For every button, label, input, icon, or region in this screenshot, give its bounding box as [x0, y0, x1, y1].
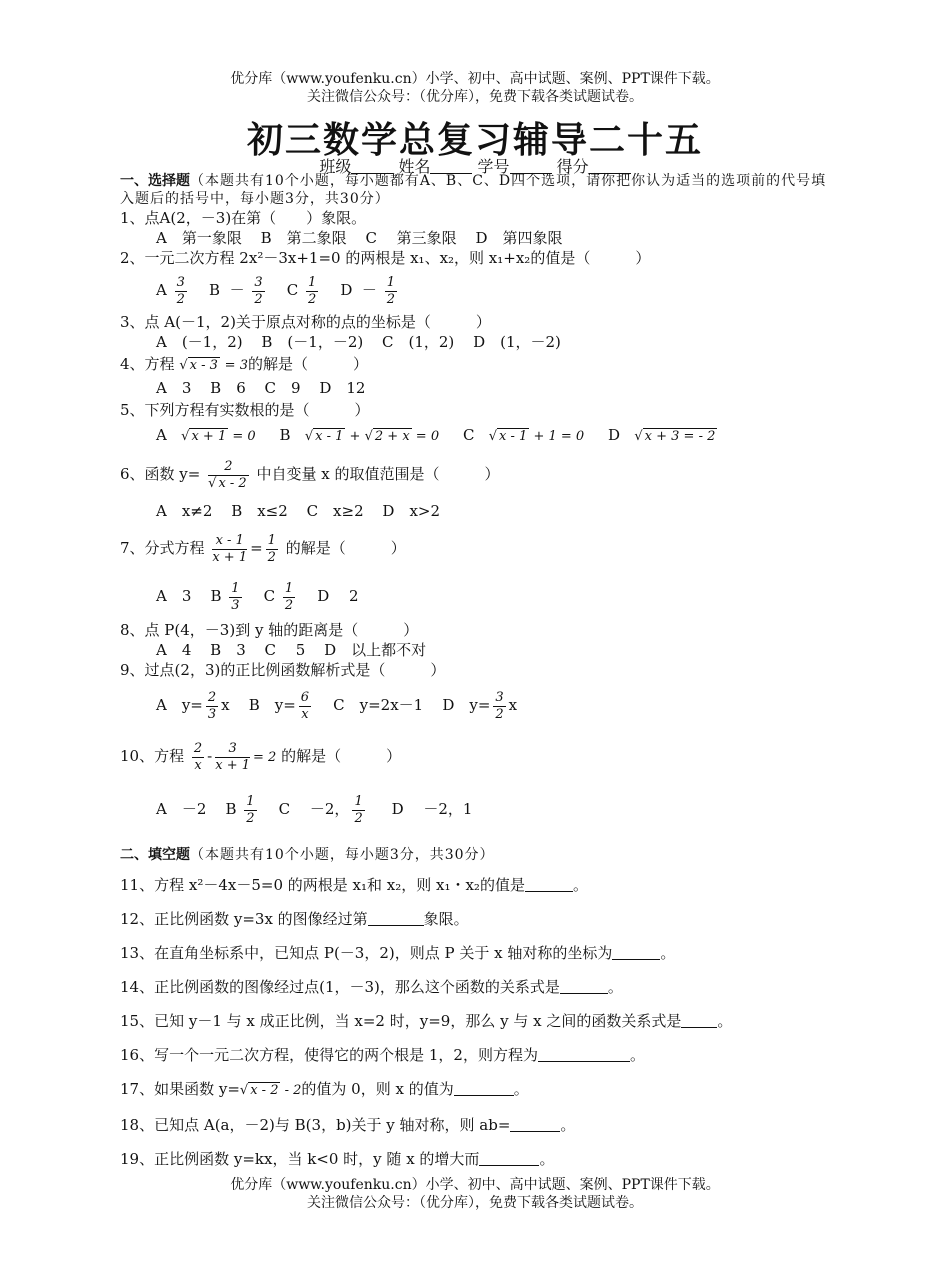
- question-4-options: A 3 B 6 C 9 D 12: [156, 379, 366, 397]
- fraction: $\frac{1}{2}$: [386, 274, 395, 307]
- fraction: $\frac{x - 1}{x + 1}$: [212, 532, 248, 565]
- answer-blank[interactable]: [454, 1080, 514, 1096]
- fraction: $\frac{3}{2}$: [254, 274, 263, 307]
- fraction: $\frac{2}{3}$: [207, 689, 217, 722]
- answer-blank[interactable]: [538, 1046, 630, 1062]
- exam-body: [120, 172, 840, 1176]
- question-1: 1、点A(2，－3)在第（ ）象限。: [120, 209, 367, 227]
- page-footer: [0, 1176, 950, 1212]
- fraction: $\frac{1}{2}$: [246, 793, 255, 826]
- question-18: 18、已知点 A(a，－2)与 B(3，b)关于 y 轴对称，则 ab= 。: [120, 1116, 576, 1134]
- fraction: $\frac{3}{2}$: [176, 274, 185, 307]
- question-10: 10、方程 $\frac{2}{x}$ - $\frac{3}{x + 1}$ = 2 的解是（ ）: [120, 740, 402, 773]
- question-10-options: A －2 B $\frac{1}{2}$ C －2， $\frac{1}{2}$ D －2，1: [156, 793, 473, 826]
- section-2-heading: 二、填空题（本题共有10个小题，每小题3分，共30分）: [120, 847, 495, 863]
- question-2-options: A $\frac{3}{2}$ B － $\frac{3}{2}$ C $\frac{1}{2}$ D － $\frac{1}{2}$: [156, 274, 395, 307]
- fraction: $\frac{1}{2}$: [267, 532, 276, 565]
- question-4: 4、方程 √ x - 3 = 3的解是（ ）: [120, 355, 368, 373]
- question-8: 8、点 P(4，－3)到 y 轴的距离是（ ）: [120, 621, 419, 639]
- question-9-options: A y= $\frac{2}{3}$ x B y= $\frac{6}{x}$ C y=2x－1 D y= $\frac{3}{2}$ x: [156, 689, 518, 722]
- question-13: 13、在直角坐标系中，已知点 P(－3，2)，则点 P 关于 x 轴对称的坐标为 。: [120, 944, 676, 962]
- option-b: B 第二象限: [260, 229, 347, 247]
- question-19: 19、正比例函数 y=kx，当 k<0 时，y 随 x 的增大而 。: [120, 1150, 555, 1168]
- option-d: D 第四象限: [475, 229, 563, 247]
- page-title: 初三数学总复习辅导二十五: [246, 120, 703, 161]
- question-8-options: A 4 B 3 C 5 D 以上都不对: [156, 641, 427, 659]
- question-3-options: A (－1，2) B (－1，－2) C (1，2) D (1，－2): [156, 333, 561, 351]
- header-line-2: 关注微信公众号：（优分库），免费下载各类试题试卷。: [307, 89, 643, 105]
- option-a: A 第一象限: [156, 229, 242, 247]
- question-6-options: A x≠2 B x≤2 C x≥2 D x>2: [156, 502, 441, 520]
- question-7: 7、分式方程 $\frac{x - 1}{x + 1}$ = $\frac{1}{2}$ 的解是（ ）: [120, 532, 406, 565]
- question-17: 17、如果函数 y=√ x - 2 - 2的值为 0，则 x 的值为 。: [120, 1080, 529, 1098]
- fraction: $\frac{1}{2}$: [354, 793, 363, 826]
- question-2: 2、一元二次方程 2x²－3x+1=0 的两根是 x₁、x₂，则 x₁+x₂的值是（ ）: [120, 249, 651, 267]
- question-9: 9、过点(2，3)的正比例函数解析式是（ ）: [120, 661, 446, 679]
- question-5-options: A √ x + 1 = 0 B √ x - 1 + √ 2 + x = 0 C √ x - 1 + 1 = 0 D √ x + 3 = - 2: [156, 426, 716, 444]
- fraction: $\frac{1}{2}$: [307, 274, 317, 307]
- fraction: $\frac{2}{x}$: [193, 740, 203, 773]
- question-14: 14、正比例函数的图像经过点(1，－3)，那么这个函数的关系式是 。: [120, 978, 623, 996]
- question-12: 12、正比例函数 y=3x 的图像经过第 象限。: [120, 910, 469, 928]
- fraction: $\frac{3}{2}$: [495, 689, 504, 722]
- section-1-heading: 一、选择题（本题共有10个小题，每小题都有A、B、C、D四个选项，请你把你认为适当的选项前的代号填入题后的括号中，每小题3分，共30分）: [120, 173, 827, 207]
- fraction: $\frac{3}{x + 1}$: [215, 740, 250, 773]
- question-1-options: [156, 228, 840, 248]
- header-line-1: 优分库（www.youfenku.cn）小学、初中、高中试题、案例、PPT课件下载。: [230, 71, 720, 87]
- question-6: 6、函数 y= $\frac{2}{√ x - 2}$ 中自变量 x 的取值范围是（ ）: [120, 458, 500, 491]
- answer-blank[interactable]: [525, 876, 573, 892]
- radical-expression: √ x - 3: [179, 358, 218, 373]
- footer-line-1: 优分库（www.youfenku.cn）小学、初中、高中试题、案例、PPT课件下载。: [230, 1177, 720, 1193]
- question-11: 11、方程 x²－4x－5=0 的两根是 x₁和 x₂，则 x₁・x₂的值是 。: [120, 876, 588, 894]
- fraction: $\frac{1}{3}$: [231, 580, 240, 613]
- class-label: 班级: [319, 157, 352, 176]
- answer-blank[interactable]: [612, 944, 660, 960]
- fraction: $\frac{1}{2}$: [284, 580, 294, 613]
- question-5: 5、下列方程有实数根的是（ ）: [120, 401, 370, 419]
- fraction: $\frac{6}{x}$: [300, 689, 310, 722]
- footer-line-2: 关注微信公众号：（优分库），免费下载各类试题试卷。: [307, 1195, 643, 1211]
- answer-blank[interactable]: [479, 1150, 539, 1166]
- name-label: 姓名: [398, 157, 431, 176]
- score-label: 得分: [556, 157, 589, 176]
- option-c: C 第三象限: [365, 229, 457, 247]
- question-7-options: A 3 B $\frac{1}{3}$ C $\frac{1}{2}$ D 2: [156, 580, 359, 613]
- question-3: 3、点 A(－1，2)关于原点对称的点的坐标是（ ）: [120, 313, 491, 331]
- radical-expression: √ x - 2 - 2: [239, 1083, 302, 1098]
- page-header: [0, 70, 950, 106]
- answer-blank[interactable]: [510, 1116, 560, 1132]
- answer-blank[interactable]: [681, 1012, 717, 1028]
- question-15: 15、已知 y－1 与 x 成正比例，当 x=2 时，y=9，那么 y 与 x 之间的函数关系式是 。: [120, 1012, 733, 1030]
- number-label: 学号: [477, 157, 510, 176]
- answer-blank[interactable]: [368, 910, 424, 926]
- question-16: 16、写一个一元二次方程，使得它的两个根是 1，2，则方程为 。: [120, 1046, 645, 1064]
- answer-blank[interactable]: [560, 978, 608, 994]
- fraction: $\frac{2}{√ x - 2}$: [208, 458, 247, 491]
